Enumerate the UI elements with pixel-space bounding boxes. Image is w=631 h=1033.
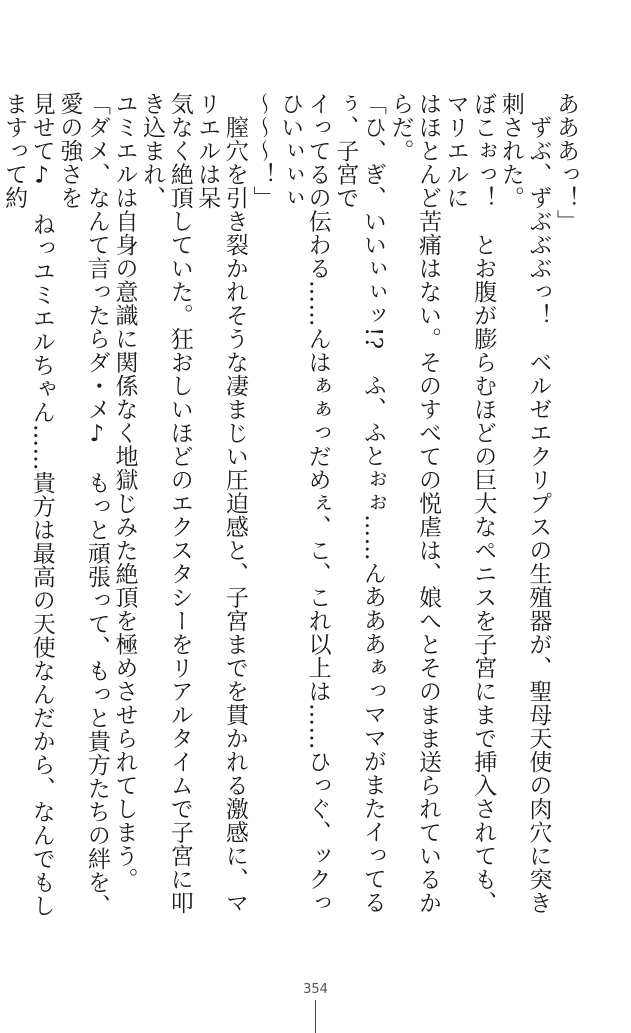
text-line-3: ぼこぉっ！ とお腹が膨らむほどの巨大なペニスを子宮にまで挿入されても、マリエルに: [442, 92, 497, 915]
text-line-6: イってるの伝わる……んはぁぁっだめぇ、こ、これ以上は……ひっぐ、ックっひいぃぃぃ: [277, 92, 331, 915]
text-line-9: 気なく絶頂していた。狂おしいほどのエクスタシーをリアルタイムで子宮に叩き込まれ、: [139, 92, 193, 915]
text-line-11: 「ダメ、なんて言ったらダ・メ♪ もっと頑張って、もっと貴方たちの絆を、愛の強さを: [56, 92, 110, 918]
text-line-12: 見せて♪ ねっユミエルちゃん……貴方は最高の天使なんだから、なんでもしますって約: [1, 92, 55, 918]
text-line-7: ～～～！」: [249, 92, 276, 210]
text-line-1: あああっ！」: [553, 92, 579, 233]
page-number: 354: [303, 982, 328, 997]
vertical-text-block: [0, 92, 579, 932]
page-number-rule: [315, 1000, 316, 1033]
text-line-5: 「ひ、ぎ、いいぃぃッ!? ふ、ふとぉぉ……んあああぁっママがまたイってるぅ、子宮で: [332, 92, 386, 914]
text-line-4: はほとんど苦痛はない。そのすべての悦虐は、娘へとそのまま送られているからだ。: [387, 92, 442, 915]
text-line-8: 膣穴を引き裂かれそうな凄まじい圧迫感と、子宮までを貫かれる激感に、マリエルは呆: [194, 92, 248, 915]
text-line-10: ユミエルは自身の意識に関係なく地獄じみた絶頂を極めさせられてしまう。: [111, 92, 138, 891]
text-line-2: ずぶ、ずぶぶぶっ！ ベルゼエクリプスの生殖器が、聖母天使の肉穴に突き刺された。: [497, 92, 552, 915]
